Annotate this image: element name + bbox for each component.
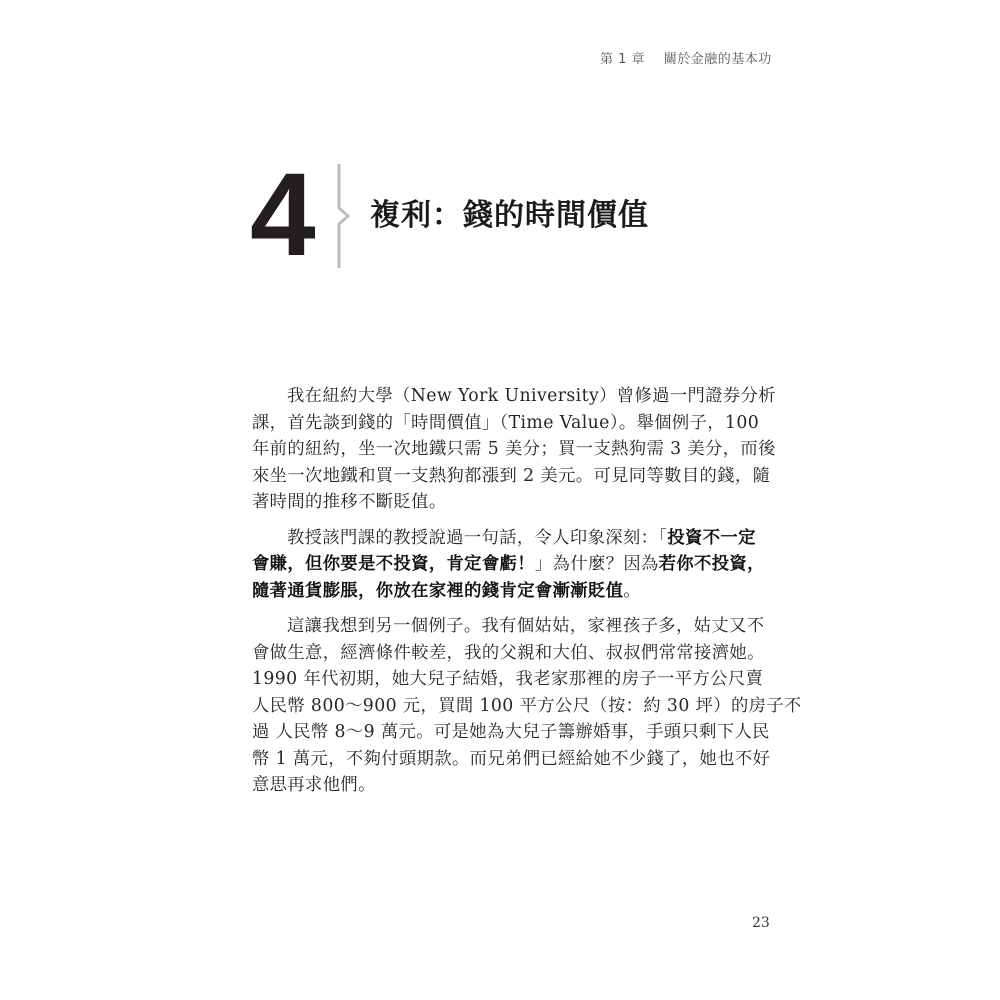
paragraph-3-line bbox=[252, 719, 782, 746]
text: 」為什麼？因為 bbox=[534, 554, 659, 574]
text: 著時間的推移不斷貶值。 bbox=[252, 492, 447, 512]
section-number: 4 bbox=[250, 149, 314, 281]
text: 這讓我想到另一個例子。我有個姑姑，家裡孩子多，姑丈又不 bbox=[287, 616, 765, 636]
page-number: 23 bbox=[752, 915, 770, 931]
paragraph-1-line bbox=[252, 383, 782, 410]
bracket-divider-icon bbox=[333, 164, 355, 268]
paragraph-1-line bbox=[252, 436, 782, 463]
running-header bbox=[600, 48, 780, 67]
text: 幣 1 萬元，不夠付頭期款。而兄弟們已經給她不少錢了，她也不好 bbox=[252, 748, 771, 769]
text: 。 bbox=[623, 580, 641, 601]
paragraph-1-line bbox=[252, 410, 782, 437]
text: 意思再求他們。 bbox=[252, 775, 376, 795]
text: 我在紐約大學（New York University）曾修過一門證券分析 bbox=[287, 386, 776, 406]
text: 來坐一次地鐵和買一支熱狗都漲到 2 美元。可見同等數目的錢，隨 bbox=[252, 465, 771, 486]
text: 教授該門課的教授說過一句話，令人印象深刻：「 bbox=[287, 527, 668, 548]
paragraph-1-line bbox=[252, 489, 782, 516]
text: 年前的紐約，坐一次地鐵只需 5 美分；買一支熱狗需 3 美分，而後 bbox=[252, 439, 776, 459]
paragraph-2-line bbox=[252, 578, 782, 605]
body-text bbox=[252, 383, 802, 799]
paragraph-2-line bbox=[252, 551, 782, 578]
paragraph-3-line bbox=[252, 613, 782, 640]
header-chapter-label: 第 1 章 bbox=[600, 52, 646, 67]
text: 會做生意，經濟條件較差，我的父親和大伯、叔叔們常常接濟她。 bbox=[252, 642, 765, 663]
paragraph-3-line bbox=[252, 746, 782, 773]
header-chapter-title: 關於金融的基本功 bbox=[663, 52, 772, 67]
paragraph-3-line bbox=[252, 693, 802, 720]
bold-text: 隨著通貨膨脹，你放在家裡的錢肯定會漸漸貶值 bbox=[252, 580, 624, 601]
section-title: 複利：錢的時間價值 bbox=[370, 198, 649, 233]
paragraph-3-line bbox=[252, 666, 782, 693]
bold-text: 會賺，但你要是不投資，肯定會虧！ bbox=[252, 554, 535, 574]
text: 人民幣 800～900 元，買間 100 平方公尺（按：約 30 坪）的房子不 bbox=[252, 695, 802, 716]
paragraph-3-line bbox=[252, 772, 782, 799]
text: 課，首先談到錢的「時間價值」（Time Value）。舉個例子，100 bbox=[252, 412, 760, 433]
bold-text: 若你不投資， bbox=[658, 554, 765, 574]
section-heading bbox=[250, 149, 750, 281]
paragraph-2-line bbox=[252, 525, 782, 552]
paragraph-1-line bbox=[252, 463, 782, 490]
text: 過 人民幣 8～9 萬元。可是她為大兒子籌辦婚事，手頭只剩下人民 bbox=[252, 722, 770, 742]
paragraph-3-line bbox=[252, 640, 782, 667]
text: 1990 年代初期，她大兒子結婚，我老家那裡的房子一平方公尺賣 bbox=[252, 669, 764, 689]
bold-text: 投資不一定 bbox=[667, 527, 756, 548]
